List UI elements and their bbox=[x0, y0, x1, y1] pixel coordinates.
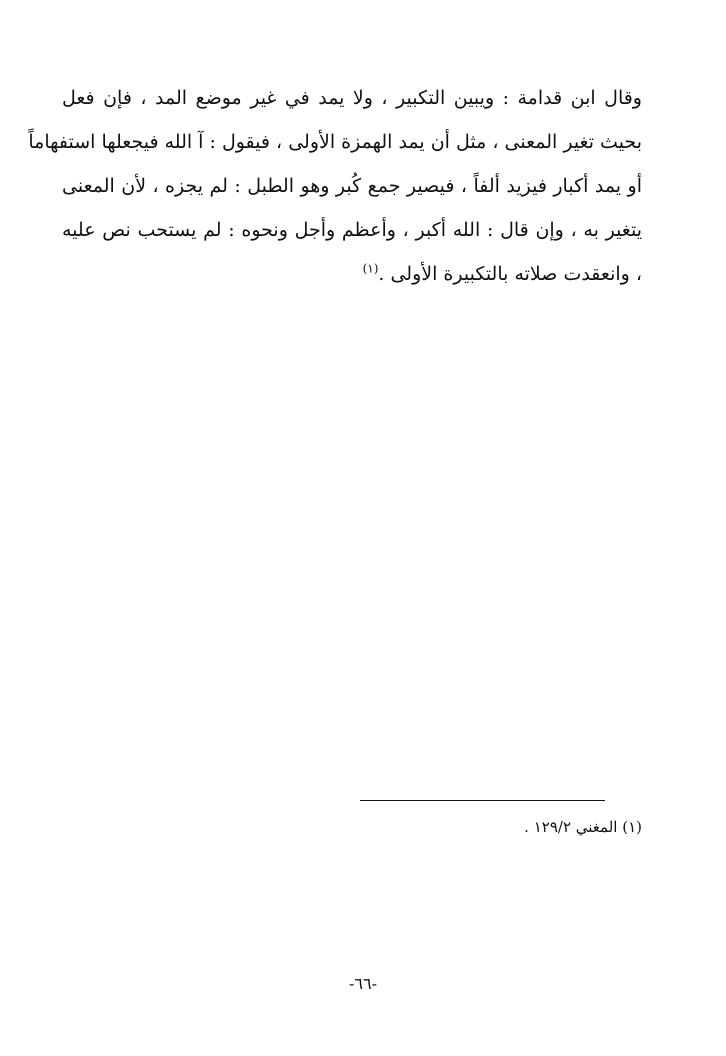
footnote: (١) المغني ١٢٩/٢ . bbox=[524, 818, 642, 836]
main-paragraph bbox=[28, 76, 642, 296]
paragraph-line-last bbox=[62, 252, 642, 296]
footnote-reference: (١) bbox=[362, 261, 379, 276]
footnote-separator bbox=[360, 800, 605, 801]
paragraph-line: وقال ابن قدامة : ويبين التكبير ، ولا يمد في غير موضع المد ، فإن فعل bbox=[62, 87, 642, 109]
paragraph-line: بحيث تغير المعنى ، مثل أن يمد الهمزة الأولى ، فيقول : آ الله فيجعلها استفهاماً bbox=[28, 131, 642, 153]
paragraph-line-text: ، وانعقدت صلاته بالتكبيرة الأولى . bbox=[378, 263, 642, 285]
paragraph-line: يتغير به ، وإن قال : الله أكبر ، وأعظم وأجل ونحوه : لم يستحب نص عليه bbox=[62, 219, 642, 241]
paragraph-line: أو يمد أكبار فيزيد ألفاً ، فيصير جمع كُبر وهو الطبل : لم يجزه ، لأن المعنى bbox=[62, 175, 642, 197]
page-number: -٦٦- bbox=[349, 974, 377, 993]
